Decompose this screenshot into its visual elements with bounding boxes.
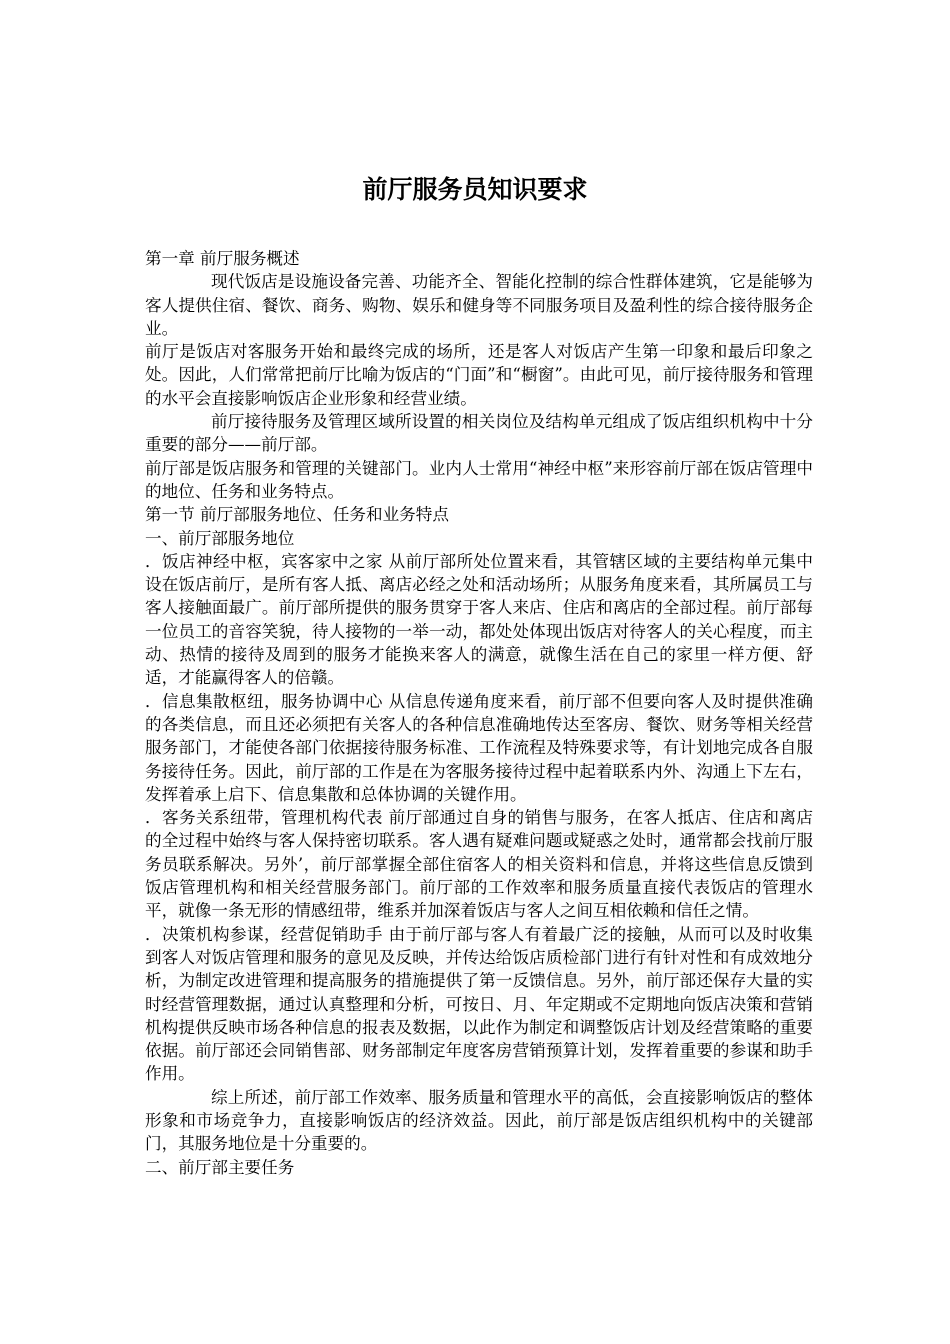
document-body — [145, 247, 813, 1179]
paragraph: ．决策机构参谋，经营促销助手 由于前厅部与客人有着最广泛的接触，从而可以及时收集到客人对饭店管理和服务的意见及反映，并传达给饭店质检部门进行有针对性和有成效地分析，为制定改进管理和提高服务的措施提供了第一反馈信息。另外，前厅部还保存大量的实时经营管理数据，通过认真整理和分析，可按日、月、年定期或不定期地向饭店决策和营销机构提供反映市场各种信息的报表及数据，以此作为制定和调整饭店计划及经营策略的重要依据。前厅部还会同销售部、财务部制定年度客房营销预算计划，发挥着重要的参谋和助手作用。 — [145, 924, 813, 1084]
paragraph: 一、前厅部服务地位 — [145, 528, 295, 548]
paragraph: 前厅是饭店对客服务开始和最终完成的场所，还是客人对饭店产生第一印象和最后印象之处。因此，人们常常把前厅比喻为饭店的“门面”和“橱窗”。由此可见，前厅接待服务和管理的水平会直接影响饭店企业形象和经营业绩。 — [145, 342, 813, 408]
paragraph: 二、前厅部主要任务 — [145, 1157, 295, 1177]
document-title: 前厅服务员知识要求 — [362, 175, 588, 204]
paragraph: 综上所述，前厅部工作效率、服务质量和管理水平的高低，会直接影响饭店的整体形象和市场竞争力，直接影响饭店的经济效益。因此，前厅部是饭店组织机构中的关键部门，其服务地位是十分重要的。 — [145, 1087, 813, 1154]
paragraph: ．客务关系纽带，管理机构代表 前厅部通过自身的销售与服务，在客人抵店、住店和离店的全过程中始终与客人保持密切联系。客人遇有疑难问题或疑惑之处时，通常都会找前厅服务员联系解决。另外’，前厅部掌握全部住宿客人的相关资料和信息，并将这些信息反馈到饭店管理机构和相关经营服务部门。前厅部的工作效率和服务质量直接代表饭店的管理水平，就像一条无形的情感纽带，维系并加深着饭店与客人之间互相依赖和信任之情。 — [145, 808, 813, 921]
paragraph: ．饭店神经中枢，宾客家中之家 从前厅部所处位置来看，其管辖区域的主要结构单元集中设在饭店前厅，是所有客人抵、离店必经之处和活动场所；从服务角度来看，其所属员工与客人接触面最广。前厅部所提供的服务贯穿于客人来店、住店和离店的全部过程。前厅部每一位员工的音容笑貌，待人接物的一举一动，都处处体现出饭店对待客人的关心程度，而主动、热情的接待及周到的服务才能换来客人的满意，就像生活在自己的家里一样方便、舒适，才能赢得客人的倍赣。 — [145, 551, 813, 688]
paragraph: 现代饭店是设施设备完善、功能齐全、智能化控制的综合性群体建筑，它是能够为客人提供住宿、餐饮、商务、购物、娱乐和健身等不同服务项目及盈利性的综合接待服务企业。 — [145, 272, 813, 338]
paragraph: 前厅接待服务及管理区域所设置的相关岗位及结构单元组成了饭店组织机构中十分重要的部分——前厅部。 — [145, 412, 813, 455]
paragraph: 第一章 前厅服务概述 — [145, 249, 300, 268]
paragraph: 第一节 前厅部服务地位、任务和业务特点 — [145, 505, 449, 525]
paragraph: ．信息集散枢纽，服务协调中心 从信息传递角度来看，前厅部不但要向客人及时提供准确的各类信息，而且还必须把有关客人的各种信息准确地传达至客房、餐饮、财务等相关经营服务部门，才能使各部门依据接待服务标准、工作流程及特殊要求等，有计划地完成各自服务接待任务。因此，前厅部的工作是在为客服务接待过程中起着联系内外、沟通上下左右，发挥着承上启下、信息集散和总体协调的关键作用。 — [145, 691, 813, 804]
paragraph: 前厅部是饭店服务和管理的关键部门。业内人士常用“神经中枢”来形容前厅部在饭店管理中的地位、任务和业务特点。 — [145, 458, 813, 501]
